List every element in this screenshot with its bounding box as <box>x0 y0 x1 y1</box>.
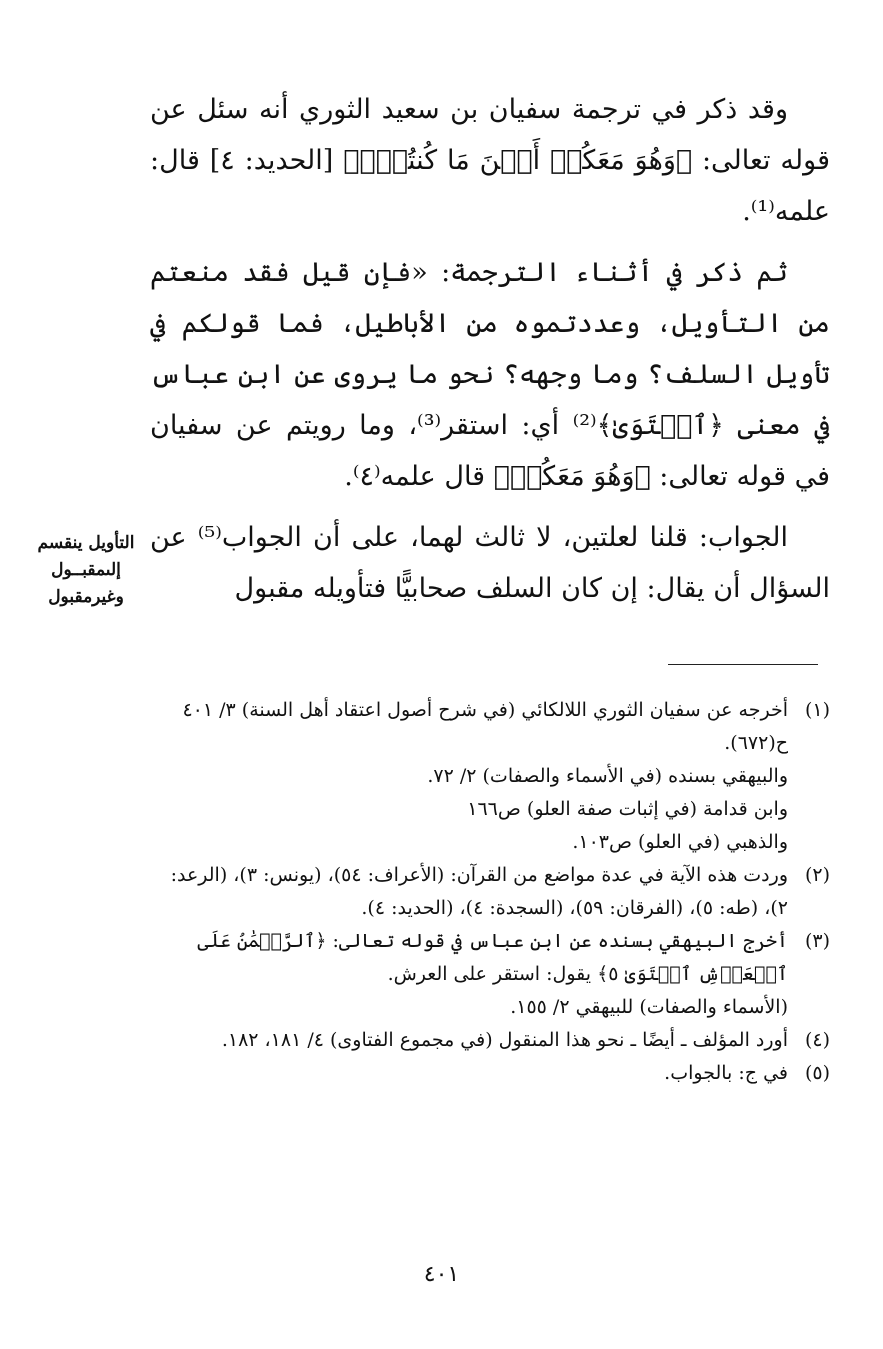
margin-note-line: إلىمقبــول <box>51 560 121 580</box>
margin-note-line: وغيرمقبول <box>48 587 124 607</box>
footnote-body <box>150 859 788 925</box>
footnote-line: (الأسماء والصفات) للبيهقي ٢/ ١٥٥. <box>510 996 788 1018</box>
main-text <box>150 84 830 624</box>
footnote-number: (١) <box>804 699 830 721</box>
footnotes <box>150 694 830 1090</box>
footnote-body <box>150 925 788 1024</box>
footnote-line: أخرجه عن سفيان الثوري اللالكائي (في شرح أصول اعتقاد أهل السنة) ٣/ ٤٠١ ح(٦٧٢). <box>182 699 788 754</box>
footnote-line: أورد المؤلف ـ أيضًا ـ نحو هذا المنقول (في مجموع الفتاوى) ٤/ ١٨١، ١٨٢. <box>221 1029 788 1051</box>
footnote-body <box>150 1024 788 1057</box>
footnote-line: أخرج البيهقي بسنده عن ابن عباس في قوله تعالى: ﴿ٱلرَّحۡمَٰنُ عَلَى ٱلۡعَرۡشِ ٱسۡتَوَىٰ ٥﴾ يقول: استقر على العرش. <box>197 930 788 985</box>
footnote-number: (٤) <box>804 1029 830 1051</box>
paragraph-1: وقد ذكر في ترجمة سفيان بن سعيد الثوري أنه سئل عن قوله تعالى: ﴿وَهُوَ مَعَكُمۡ أَيۡنَ مَا كُنتُمۡۚ﴾ [الحديد: ٤] قال: علمه⁽¹⁾. <box>150 94 830 227</box>
footnote-5 <box>150 1057 830 1090</box>
paragraph-3: الجواب: قلنا لعلتين، لا ثالث لهما، على أن الجواب⁽⁵⁾ عن السؤال أن يقال: إن كان السلف صحابيًّا فتأويله مقبول <box>150 522 830 604</box>
page-number: ٤٠١ <box>423 1262 460 1287</box>
footnote-line: وردت هذه الآية في عدة مواضع من القرآن: (الأعراف: ٥٤)، (يونس: ٣)، (الرعد: ٢)، (طه: ٥)، (الفرقان: ٥٩)، (السجدة: ٤)، (الحديد: ٤). <box>170 864 788 919</box>
footnote-number: (٣) <box>804 930 830 952</box>
footnote-4 <box>150 1024 830 1057</box>
footnote-body <box>150 1057 788 1090</box>
footnote-line: والبيهقي بسنده (في الأسماء والصفات) ٢/ ٧٢. <box>427 765 788 787</box>
footnote-1 <box>150 694 830 859</box>
footnote-2 <box>150 859 830 925</box>
margin-note-line: التأويل ينقسم <box>37 533 135 553</box>
footnote-line: وابن قدامة (في إثبات صفة العلو) ص١٦٦ <box>467 798 788 820</box>
footnote-number: (٢) <box>804 864 830 886</box>
footnote-line: في ج: بالجواب. <box>664 1062 788 1084</box>
paragraph-2: ثم ذكر في أثناء الترجمة: «فإن قيل فقد منعتم من التأويل، وعددتموه من الأباطيل، فما قولكم في تأويل السلف؟ وما وجهه؟ نحو ما يروى عن ابن عباس في معنى ﴿ٱسۡتَوَىٰ﴾⁽²⁾ أي: استقر⁽³⁾، وما رويتم عن سفيان في قوله تعالى: ﴿وَهُوَ مَعَكُمۡ﴾ قال علمه⁽٤⁾. <box>150 257 830 492</box>
margin-note <box>32 530 140 611</box>
footnote-number: (٥) <box>804 1062 830 1084</box>
footnote-body <box>150 694 788 859</box>
footnote-3 <box>150 925 830 1024</box>
footnote-separator <box>668 664 818 665</box>
footnote-line: والذهبي (في العلو) ص١٠٣. <box>572 831 788 853</box>
